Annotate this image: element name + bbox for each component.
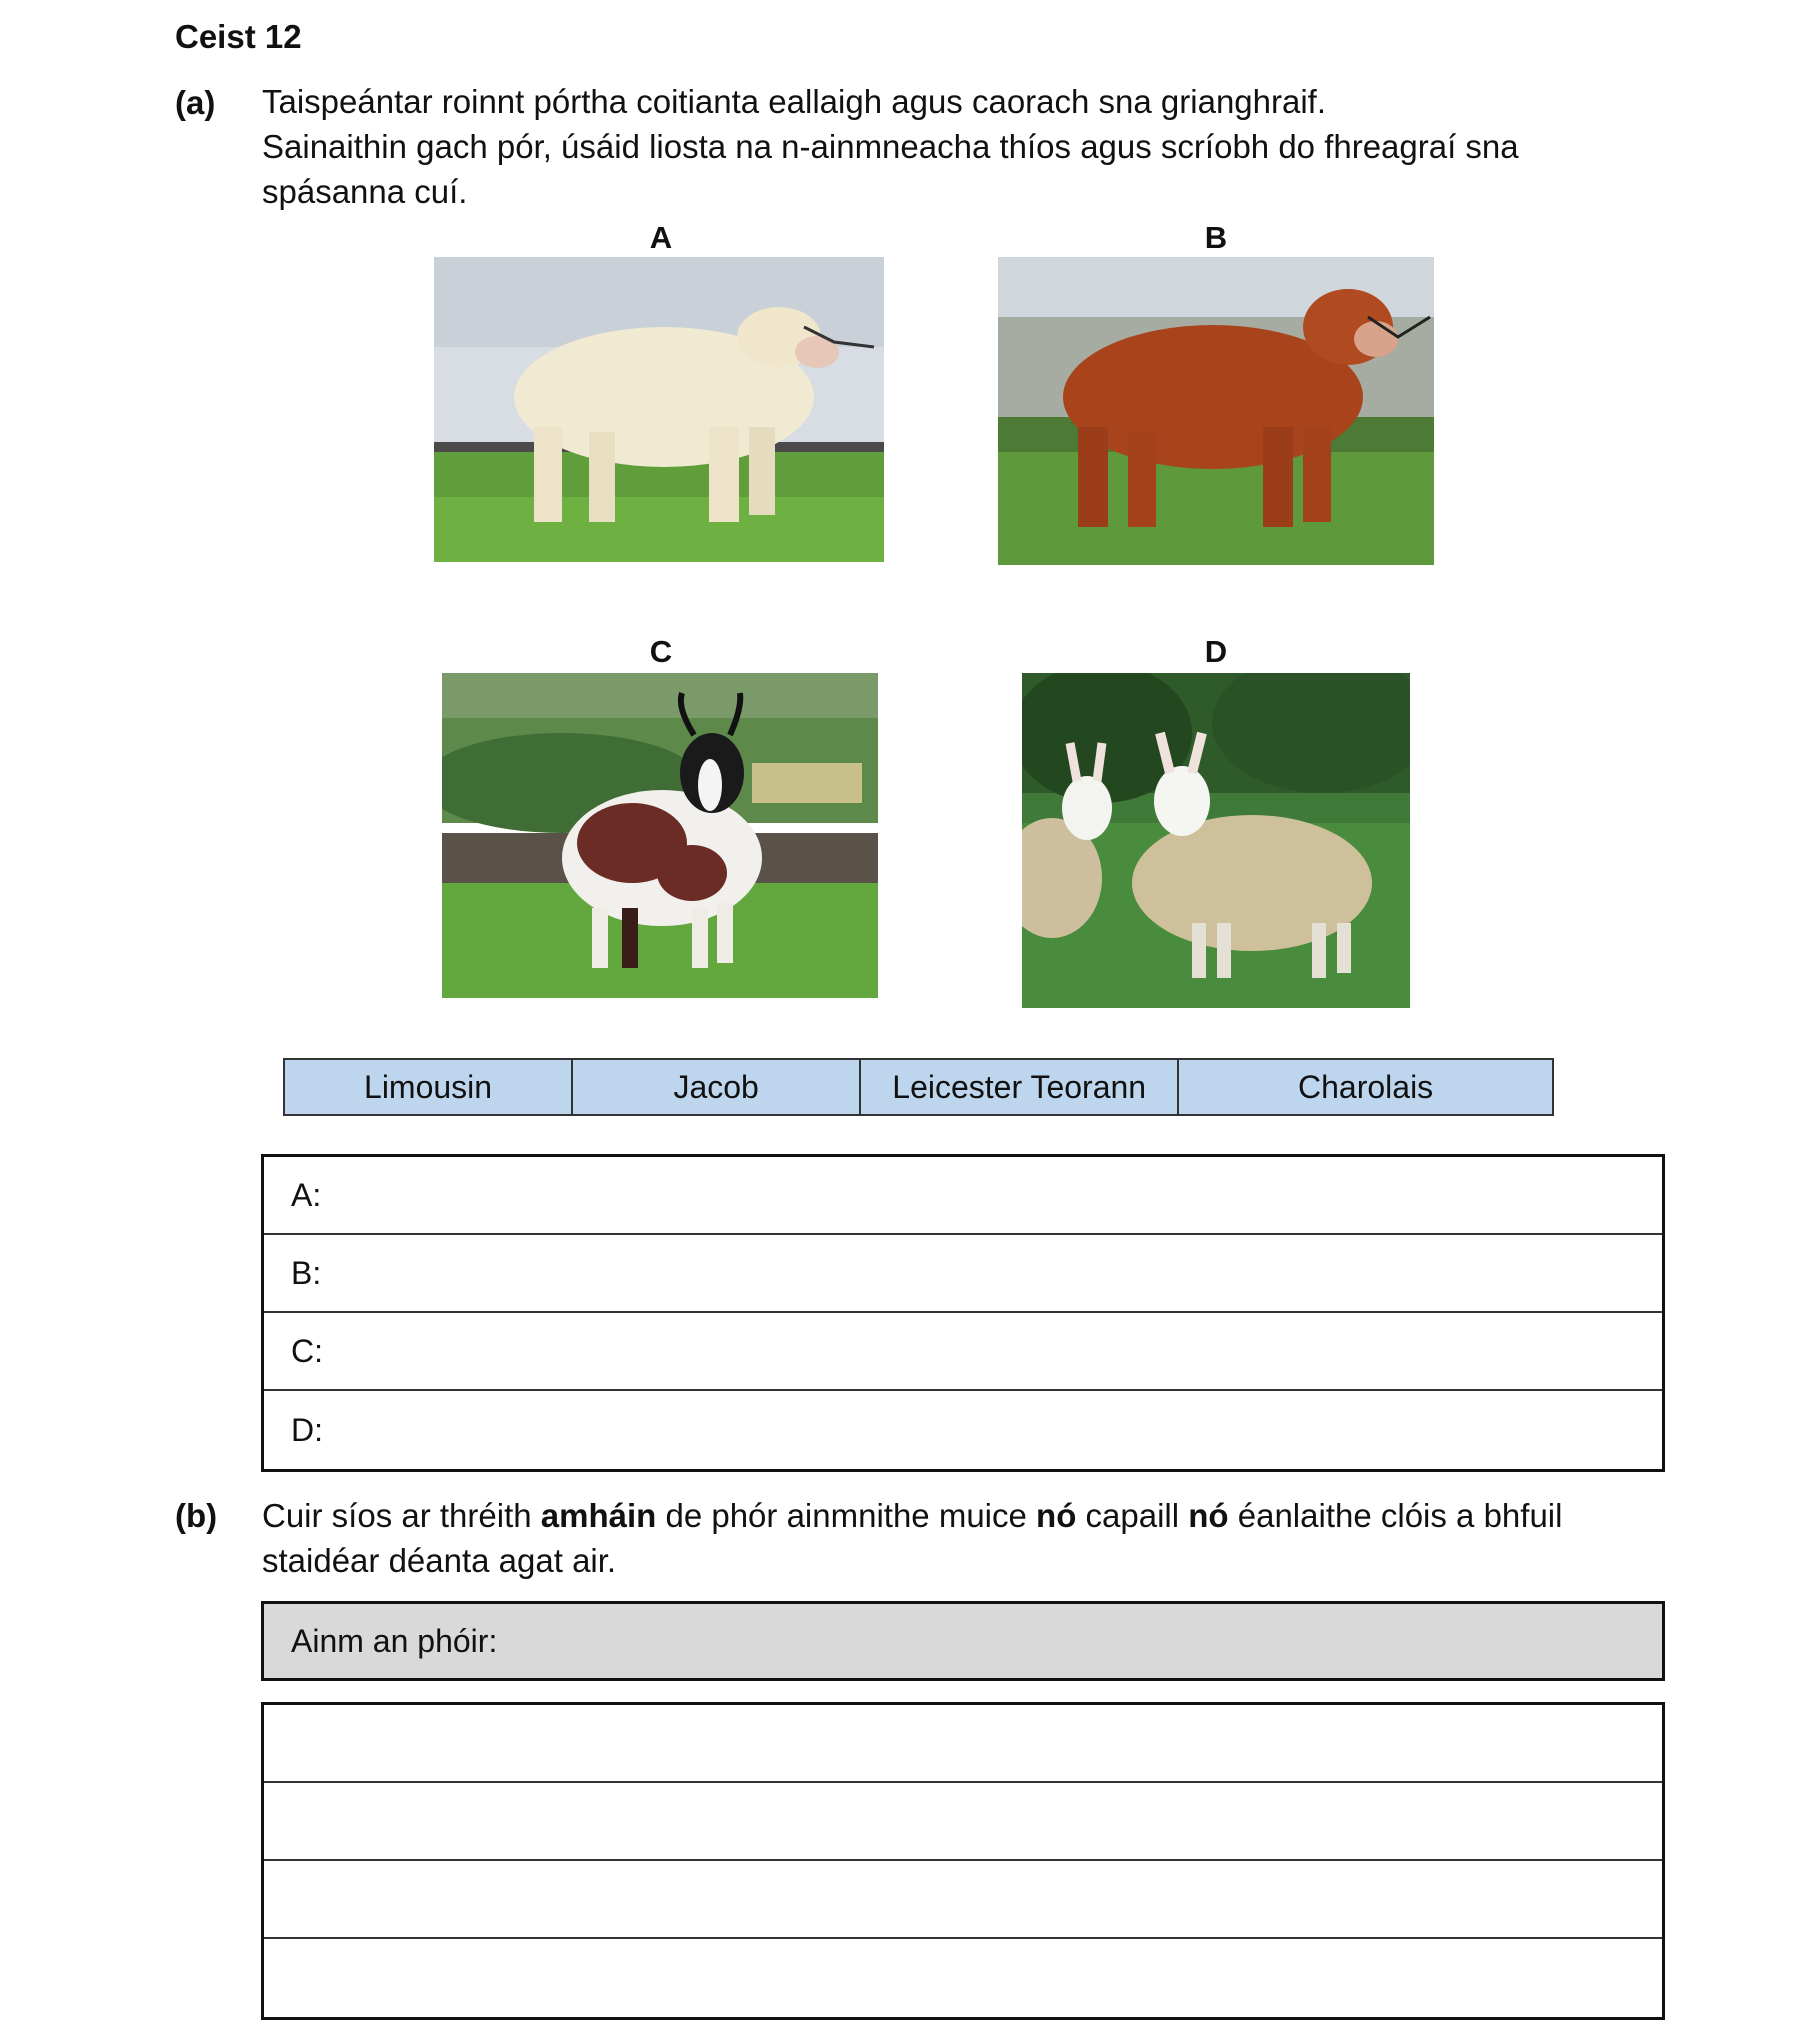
photo-letter-b: B [1204, 220, 1228, 255]
answer-table [261, 1154, 1665, 1472]
jacob-sheep-photo [442, 673, 878, 998]
part-b-line-1: Cuir síos ar thréith amháin de phór ainmnithe muice nó capaill nó éanlaithe clóis a bhfuil [262, 1497, 1563, 1534]
instruction-line-1: Taispeántar roinnt pórtha coitianta eallaigh agus caorach sna grianghraif. [262, 83, 1327, 120]
answer-row-d[interactable] [264, 1391, 1662, 1469]
white-faced-sheep-photo [1022, 673, 1410, 1008]
breed-name-leicester: Leicester Teorann [861, 1060, 1179, 1114]
part-a-label: (a) [175, 84, 216, 121]
red-bull-photo [998, 257, 1434, 565]
part-a-instructions [262, 79, 1519, 214]
breed-name-label: Ainm an phóir: [291, 1622, 498, 1659]
breed-name-jacob: Jacob [573, 1060, 861, 1114]
part-b-label: (b) [175, 1497, 218, 1534]
question-title: Ceist 12 [175, 18, 302, 55]
answer-label: C: [291, 1332, 323, 1369]
photo-letter-a: A [649, 220, 673, 255]
answer-row-a[interactable] [264, 1157, 1662, 1235]
answer-label: B: [291, 1254, 322, 1291]
answer-label: D: [291, 1411, 323, 1448]
instruction-line-2: Sainaithin gach pór, úsáid liosta na n-ainmneacha thíos agus scríobh do fhreagraí sna [262, 128, 1519, 165]
answer-row-c[interactable] [264, 1313, 1662, 1391]
instruction-line-3: spásanna cuí. [262, 173, 468, 210]
answer-line[interactable] [264, 1705, 1662, 1783]
breed-names-list [283, 1058, 1554, 1116]
breed-name-field[interactable] [261, 1601, 1665, 1681]
answer-line[interactable] [264, 1783, 1662, 1861]
answer-line[interactable] [264, 1939, 1662, 2017]
part-b-line-2: staidéar déanta agat air. [262, 1542, 617, 1579]
answer-label: A: [291, 1176, 322, 1213]
breed-name-charolais: Charolais [1298, 1068, 1434, 1105]
breed-name-limousin: Limousin [285, 1060, 573, 1114]
answer-row-b[interactable] [264, 1235, 1662, 1313]
answer-lines-box[interactable] [261, 1702, 1665, 2020]
answer-line[interactable] [264, 1861, 1662, 1939]
photo-letter-d: D [1204, 634, 1228, 669]
part-b-instructions [262, 1493, 1562, 1583]
photo-letter-c: C [649, 634, 673, 669]
cream-bull-photo [434, 257, 884, 562]
